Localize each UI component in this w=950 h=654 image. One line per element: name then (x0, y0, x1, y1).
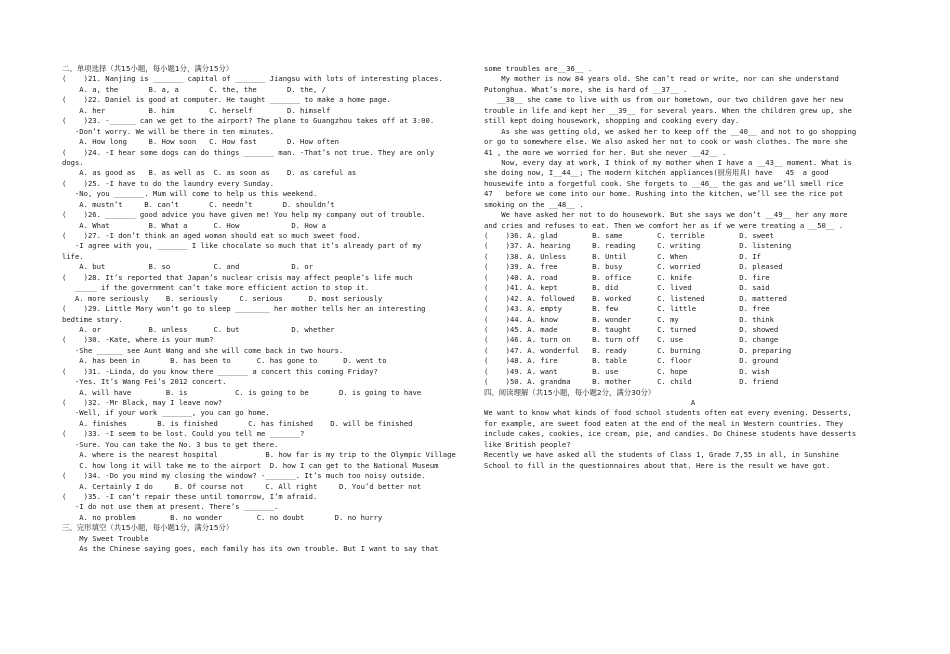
right-column-line: ( )47. A. wonderful B. ready C. burning D. preparing (484, 345, 792, 355)
right-column-line: and cries and refuses to eat. Then we comfort her as if we were treating a __50__ . (484, 220, 844, 230)
right-column-line: housewife into a forgetful cook. She forgets to __46__ the gas and we’ll smell rice (484, 178, 844, 188)
left-column-line: A. no problem B. no wonder C. no doubt D. no hurry (62, 512, 383, 522)
right-column-line: or go to somewhere else. We also asked her not to cook or wash clothes. The more she (484, 137, 848, 147)
right-column-line: Putonghua. What’s more, she is hard of __37__ . (484, 84, 688, 94)
right-column-line: 四、阅读理解（共15小题，每小题2分，满分30分） (484, 387, 656, 397)
left-column-line: ( )24. -I hear some dogs can do things _______ man. -That’s not true. They are only (62, 147, 435, 157)
right-column-line: As she was getting old, we asked her to keep off the __40__ and not to go shopping (484, 126, 857, 136)
left-column-line: -I do not use them at present. There’s _______. (62, 502, 279, 512)
left-column-line: 三、完形填空（共15小题，每小题1分，满分15分） (62, 523, 234, 533)
right-column-line: ( )39. A. free B. busy C. worried D. pleased (484, 262, 783, 272)
right-column-line: ( )36. A. glad B. same C. terrible D. sweet (484, 231, 774, 240)
right-column-line: ( )42. A. followed B. worked C. listened D. mattered (484, 293, 787, 303)
right-column-line: ( )49. A. want B. use C. hope D. wish (484, 366, 770, 376)
left-column-line: A. where is the nearest hospital B. how far is my trip to the Olympic Village (62, 450, 456, 460)
left-column-line: A. more seriously B. seriously C. serious D. most seriously (62, 293, 383, 303)
left-column-line: _____ if the government can’t take more efficient action to stop it. (62, 283, 370, 293)
left-column-line: C. how long it will take me to the airport D. how I can get to the National Museum (62, 460, 439, 470)
left-column-line: -I agree with you, _______ I like chocolate so much that it’s already part of my (62, 241, 422, 251)
left-column-line: ( )23. -______ can we get to the airport? The plane to Guangzhou takes off at 3:00. (62, 116, 435, 126)
left-column-line: ( )30. -Kate, where is your mum? (62, 335, 214, 345)
right-column-line: ( )45. A. made B. taught C. turned D. showed (484, 324, 779, 334)
right-column-line: ( )50. A. grandma B. mother C. child D. friend (484, 377, 779, 387)
left-column-line: -Don’t worry. We will be there in ten minutes. (62, 126, 275, 136)
right-column-line: like British people? (484, 439, 571, 449)
left-column-line: -Yes. It’s Wang Fei’s 2012 concert. (62, 377, 227, 387)
right-column-line: ( )37. A. hearing B. reading C. writing D. listening (484, 241, 792, 251)
right-column-line: some troubles are__36__ . (484, 64, 593, 73)
left-column (62, 63, 472, 554)
right-column-line: School to fill in the questionnaires about that. Here is the result we have got. (484, 460, 831, 470)
right-column-line: ( )38. A. Unless B. Until C. When D. If (484, 251, 761, 261)
right-column-line: Recently we have asked all the students of Class 1, Grade 7,55 in all, in Sunshine (484, 450, 839, 460)
right-column-line: My mother is now 84 years old. She can’t read or write, nor can she understand (484, 74, 839, 84)
right-column-line: smoking on the __48__ . (484, 199, 584, 209)
left-column-line: ( )31. -Linda, do you know there _______ a concert this coming Friday? (62, 366, 378, 376)
left-column-line: life. (62, 251, 84, 261)
left-column-line: A. will have B. is C. is going to be D. is going to have (62, 387, 422, 397)
right-column-line: Now, every day at work, I think of my mother when I have a __43__ moment. What is (484, 157, 852, 167)
left-column-line: ( )26. _______ good advice you have given me! You help my company out of trouble. (62, 210, 426, 220)
left-column-line: ( )21. Nanjing is _______ capital of _______ Jiangsu with lots of interesting places. (62, 74, 443, 84)
right-column-line: We have asked her not to do housework. But she says we don’t __49__ her any more (484, 210, 848, 220)
left-column-line: ( )33. -I seem to be lost. Could you tell me _______? (62, 429, 305, 439)
right-column-line: for example, are sweet food eaten at the end of the meal in Western countries. They (484, 418, 844, 428)
left-column-line: ( )34. -Do you mind my closing the window? -_______. It’s much too noisy outside. (62, 471, 426, 481)
right-column-line: she doing now, I__44__; The modern kitchen appliances(厨房用具) have 45 a good (484, 168, 829, 178)
right-column-line: trouble in life and kept her __39__ for several years. When the children grew up, she (484, 105, 852, 115)
left-column-line: A. as good as B. as well as C. as soon as D. as careful as (62, 168, 357, 178)
right-column-line: ( )40. A. road B. office C. knife D. fire (484, 272, 770, 282)
left-column-line: A. How long B. How soon C. How fast D. How often (62, 137, 339, 147)
left-column-line: A. but B. so C. and D. or (62, 262, 313, 272)
right-column-line: still kept doing housework, shopping and cooking every day. (484, 116, 740, 126)
left-column-line: ( )28. It’s reported that Japan’s nuclear crisis may affect people’s life much (62, 272, 413, 282)
left-column-line: -No, you _______. Mum will come to help us this weekend. (62, 189, 318, 199)
left-column-line: -Well, if your work _______, you can go home. (62, 408, 270, 418)
right-column-line: ( )46. A. turn on B. turn off C. use D. change (484, 335, 779, 345)
right-column (484, 63, 902, 470)
right-column-line: ( )43. A. empty B. few C. little D. free (484, 304, 770, 314)
left-column-line: ( )27. -I don’t think an aged woman should eat so much sweet food. (62, 231, 361, 240)
right-column-line: ( )44. A. know B. wonder C. my D. think (484, 314, 774, 324)
left-column-line: dogs. (62, 157, 84, 167)
left-column-line: As the Chinese saying goes, each family has its own trouble. But I want to say that (62, 544, 439, 554)
left-column-line: A. What B. What a C. How D. How a (62, 220, 326, 230)
left-column-line: ( )32. -Mr Black, may I leave now? (62, 398, 223, 407)
left-column-line: A. or B. unless C. but D. whether (62, 324, 335, 334)
left-column-line: ( )22. Daniel is good at computer. He taught _______ to make a home page. (62, 95, 391, 105)
left-column-line: ( )35. -I can’t repair these until tomorrow, I’m afraid. (62, 491, 318, 501)
left-column-line: -She ______ see Aunt Wang and she will come back in two hours. (62, 345, 344, 355)
right-column-line: include cakes, cookies, ice cream, pie, and candies. Do Chinese students have desserts (484, 429, 857, 439)
left-column-line: A. a, the B. a, a C. the, the D. the, / (62, 84, 326, 94)
left-column-line: 二、单项选择（共15小题，每小题1分，满分15分） (62, 64, 234, 73)
right-column-line: ( )48. A. fire B. table C. floor D. ground (484, 356, 779, 366)
left-column-line: -Sure. You can take the No. 3 bus to get there. (62, 439, 279, 449)
right-column-line: __38__ she came to live with us from our hometown, our two children gave her new (484, 95, 844, 105)
right-column-line: We want to know what kinds of food school students often eat every evening. Desserts, (484, 408, 852, 418)
right-column-line: 41 , the more we worried for her. But she never __42__ . (484, 147, 727, 157)
left-column-line: bedtime story. (62, 314, 123, 324)
left-column-line: A. mustn’t B. can’t C. needn’t D. shouldn’t (62, 199, 335, 209)
left-column-line: ( )25. -I have to do the laundry every Sunday. (62, 178, 275, 188)
right-column-line: A (690, 398, 696, 407)
left-column-line: A. has been in B. has been to C. has gone to D. went to (62, 356, 387, 366)
left-column-line: My Sweet Trouble (62, 533, 149, 543)
left-column-line: A. finishes B. is finished C. has finished D. will be finished (62, 418, 413, 428)
left-column-line: A. Certainly I do B. Of course not C. All right D. You’d better not (62, 481, 422, 491)
left-column-line: A. her B. him C. herself D. himself (62, 105, 331, 115)
right-column-line: ( )41. A. kept B. did C. lived D. said (484, 283, 770, 293)
right-column-line: 47 before we come into our home. Rushing into the kitchen, we’ll see the rice pot (484, 189, 844, 199)
left-column-line: ( )29. Little Mary won’t go to sleep ________ her mother tells her an interesting (62, 304, 426, 314)
